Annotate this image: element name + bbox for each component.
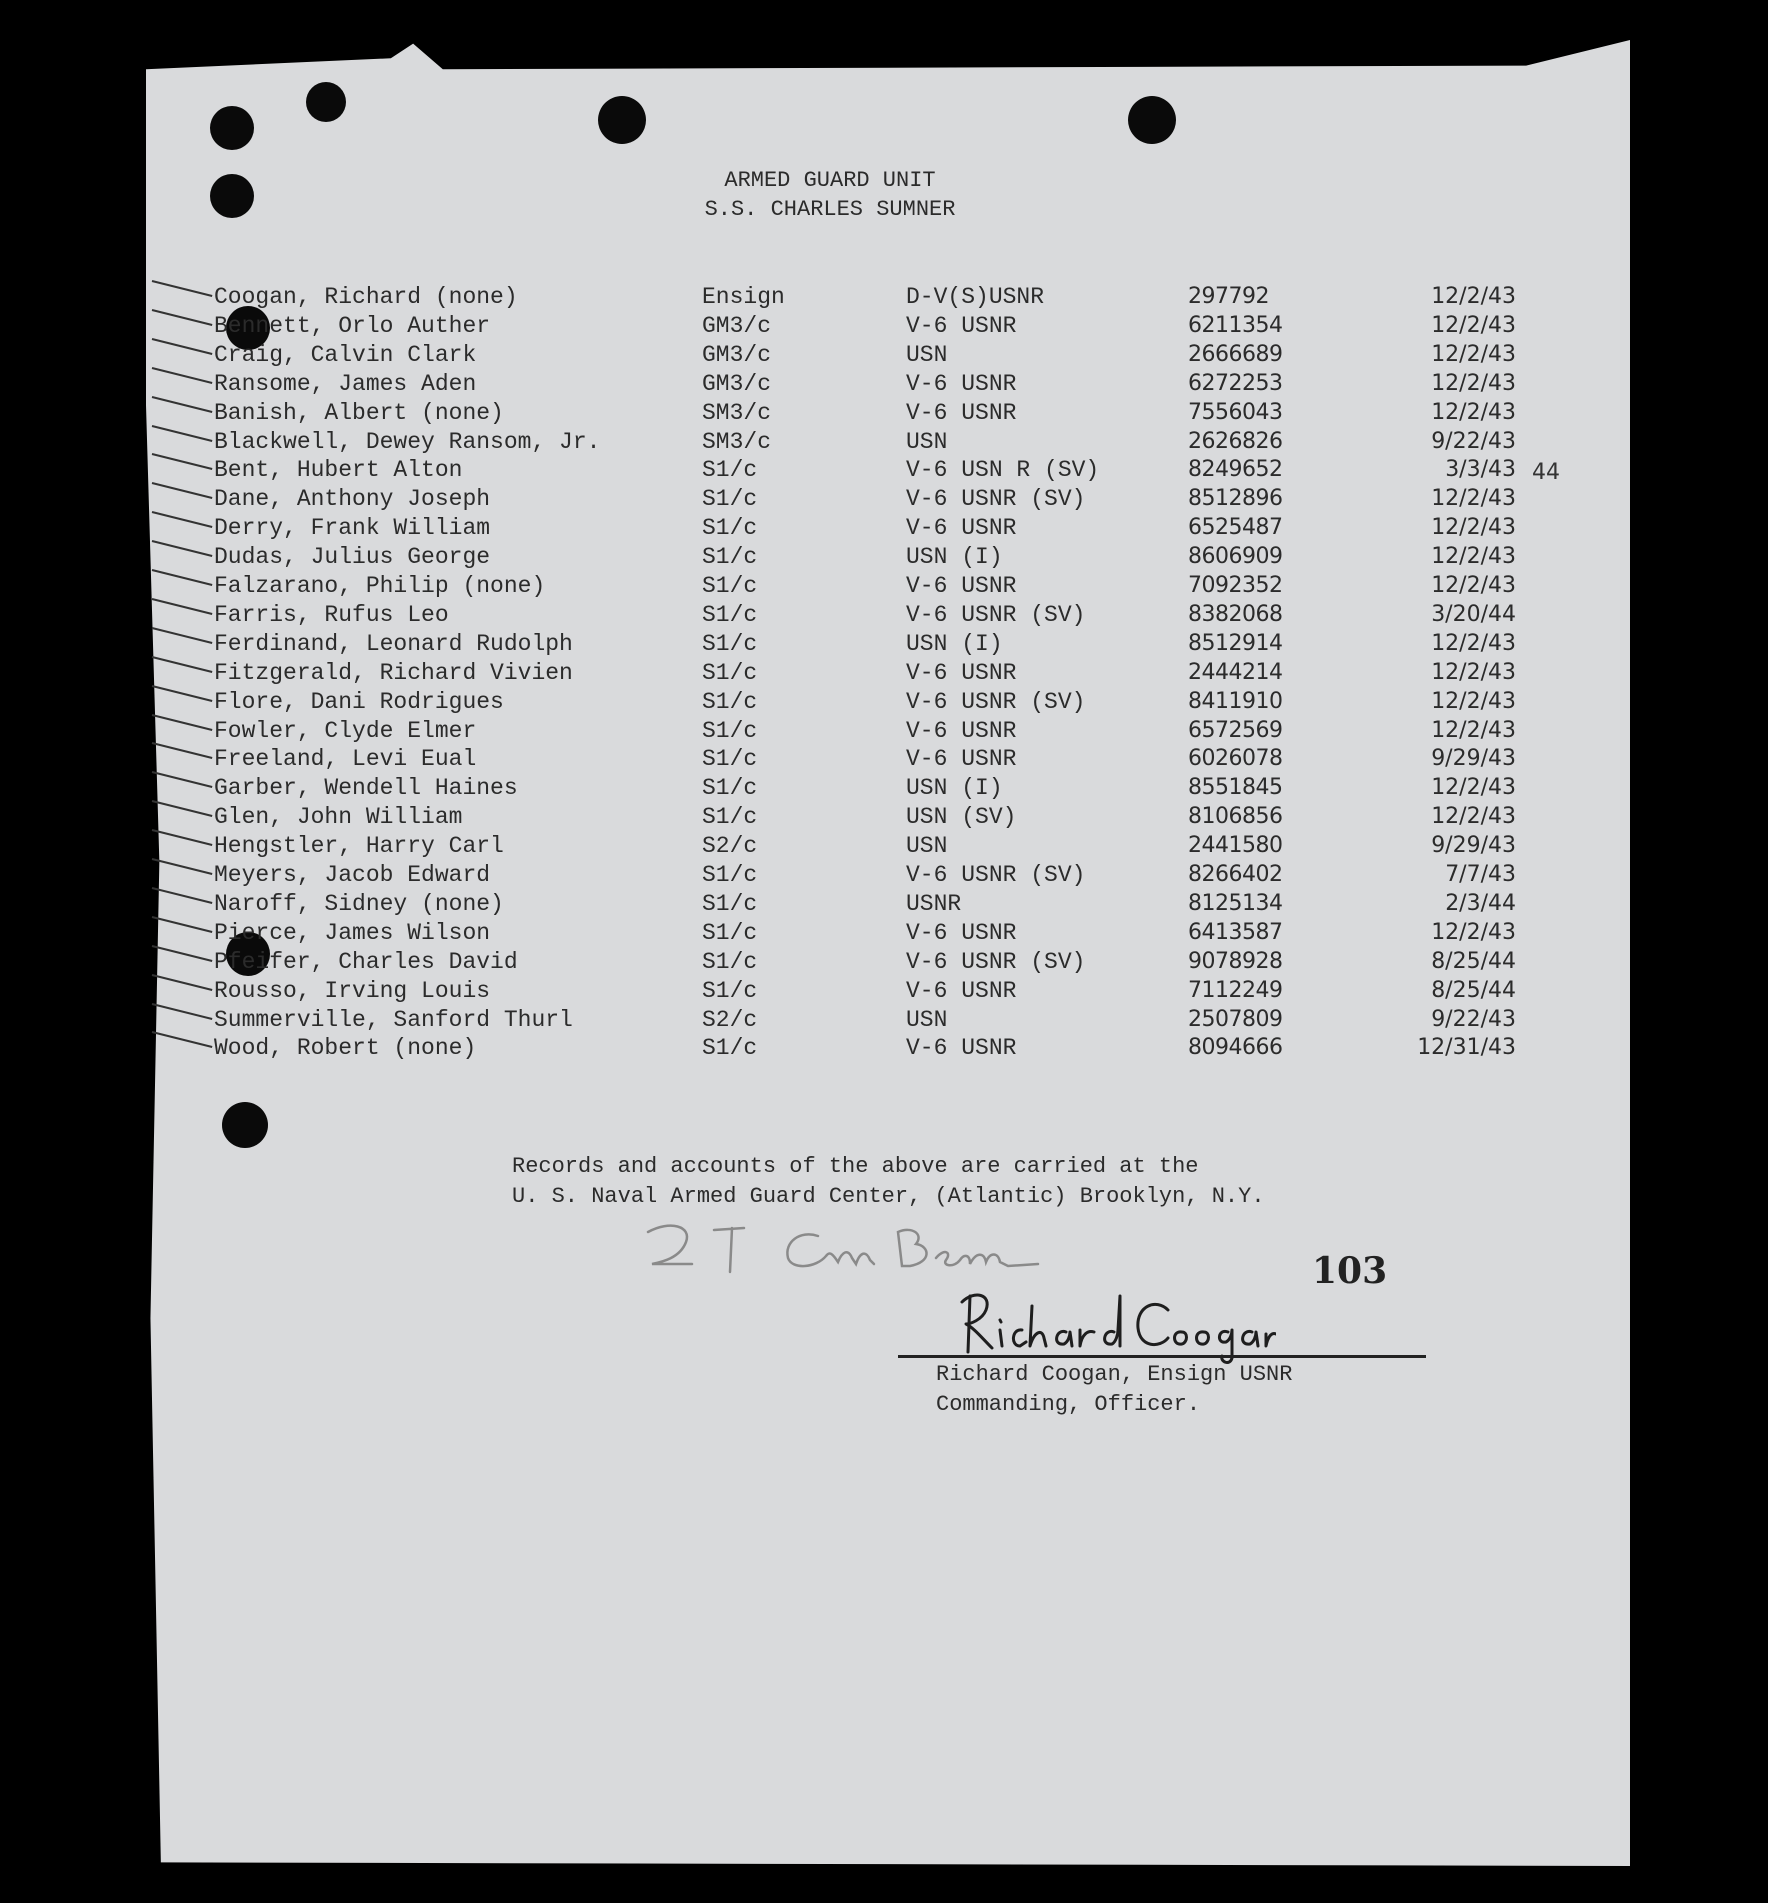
report-date: 12/2/43: [1431, 659, 1516, 685]
report-date: 12/2/43: [1431, 919, 1516, 945]
crew-rate: Ensign: [702, 284, 785, 310]
report-date: 12/2/43: [1431, 544, 1516, 570]
crew-name: Farris, Rufus Leo: [214, 601, 449, 628]
crew-rate: S1/c: [702, 659, 758, 686]
crew-classification: USN (I): [906, 775, 1003, 802]
crew-classification: V-6 USNR: [906, 312, 1017, 339]
crew-classification: USN (I): [906, 630, 1003, 657]
report-date: 9/29/43: [1431, 746, 1516, 772]
crew-classification: V-6 USNR: [906, 399, 1017, 426]
crew-rate: S1/c: [702, 862, 758, 888]
crew-name: Fitzgerald, Richard Vivien: [214, 659, 573, 686]
report-date: 12/31/43: [1417, 1035, 1516, 1061]
crew-rate: S1/c: [702, 746, 758, 773]
service-number: 9078928: [1188, 948, 1283, 974]
crew-name: Bent, Hubert Alton: [214, 457, 463, 484]
records-note: [512, 1152, 1265, 1212]
punch-hole: [210, 106, 254, 150]
report-date: 12/2/43: [1431, 573, 1516, 598]
service-number: 2507809: [1188, 1006, 1283, 1032]
crew-rate: S1/c: [702, 486, 758, 513]
punch-hole: [598, 96, 646, 144]
crew-rate: S1/c: [702, 775, 758, 802]
crew-name: Craig, Calvin Clark: [214, 341, 477, 368]
service-number: 8512914: [1188, 630, 1283, 656]
service-number: 6525487: [1188, 515, 1283, 541]
crew-name: Flore, Dani Rodrigues: [214, 688, 504, 715]
crew-name: Ransome, James Aden: [214, 370, 477, 397]
service-number: 8106856: [1188, 804, 1283, 830]
crew-name: Meyers, Jacob Edward: [214, 862, 491, 888]
crew-rate: S1/c: [702, 890, 758, 917]
crew-name: Freeland, Levi Eual: [214, 746, 477, 773]
report-date: 12/2/43: [1431, 804, 1516, 830]
margin-note: 44: [1532, 460, 1560, 485]
report-date: 8/25/44: [1431, 948, 1516, 974]
crew-rate: S1/c: [702, 630, 758, 657]
crew-rate: S1/c: [702, 804, 758, 831]
crew-rate: S1/c: [702, 1035, 758, 1062]
crew-classification: USN (I): [906, 544, 1003, 571]
crew-rate: S1/c: [702, 977, 758, 1004]
report-date: 12/2/43: [1431, 370, 1516, 396]
crew-classification: D-V(S)USNR: [906, 284, 1045, 310]
report-date: 12/2/43: [1431, 688, 1516, 714]
service-number: 8382068: [1188, 601, 1283, 627]
report-date: 12/2/43: [1431, 630, 1516, 656]
crew-classification: V-6 USNR: [906, 919, 1017, 946]
report-date: 8/25/44: [1431, 977, 1516, 1003]
crew-rate: GM3/c: [702, 341, 772, 368]
crew-rate: S1/c: [702, 544, 758, 571]
service-number: 6413587: [1188, 919, 1283, 945]
crew-rate: SM3/c: [702, 428, 772, 455]
page-number: 103: [1312, 1250, 1388, 1292]
signature-line: [898, 1355, 1426, 1358]
report-date: 12/2/43: [1431, 775, 1516, 801]
report-date: 12/2/43: [1431, 341, 1516, 367]
typed-name: Richard Coogan, Ensign USNR: [936, 1362, 1293, 1387]
crew-name: Ferdinand, Leonard Rudolph: [214, 630, 573, 657]
service-number: 2444214: [1188, 659, 1283, 685]
report-date: 9/22/43: [1431, 428, 1516, 454]
crew-classification: USN: [906, 341, 948, 368]
service-number: 8125134: [1188, 890, 1283, 916]
service-number: 2666689: [1188, 341, 1283, 367]
report-date: 9/29/43: [1431, 833, 1516, 859]
crew-name: Rousso, Irving Louis: [214, 977, 491, 1004]
crew-rate: S1/c: [702, 717, 758, 744]
punch-hole: [222, 1102, 268, 1148]
crew-rate: S1/c: [702, 919, 758, 946]
officer-title: Commanding, Officer.: [936, 1392, 1201, 1417]
records-note-line: U. S. Naval Armed Guard Center, (Atlantic) Brooklyn, N.Y.: [512, 1184, 1265, 1209]
crew-name: Derry, Frank William: [214, 515, 491, 542]
service-number: 2441580: [1188, 833, 1283, 859]
service-number: 8512896: [1188, 486, 1283, 512]
report-date: 12/2/43: [1431, 717, 1516, 743]
crew-classification: V-6 USNR (SV): [906, 601, 1086, 628]
records-note-line: Records and accounts of the above are carried at the: [512, 1154, 1199, 1179]
service-number: 8551845: [1188, 775, 1283, 801]
service-number: 6272253: [1188, 370, 1283, 396]
crew-rate: GM3/c: [702, 370, 772, 397]
crew-name: Coogan, Richard (none): [214, 284, 518, 310]
crew-name: Dane, Anthony Joseph: [214, 486, 491, 513]
crew-name: Pierce, James Wilson: [214, 919, 491, 946]
service-number: 6211354: [1188, 312, 1283, 338]
report-date: 9/22/43: [1431, 1006, 1516, 1032]
crew-rate: S1/c: [702, 457, 758, 484]
service-number: 6572569: [1188, 717, 1283, 743]
punch-hole: [1128, 96, 1176, 144]
crew-name: Blackwell, Dewey Ransom, Jr.: [214, 428, 601, 455]
crew-classification: V-6 USNR: [906, 659, 1017, 686]
service-number: 8266402: [1188, 862, 1283, 887]
ship-name: S.S. CHARLES SUMNER: [704, 197, 956, 222]
crew-name: Falzarano, Philip (none): [214, 573, 546, 599]
service-number: 297792: [1188, 284, 1269, 309]
crew-rate: SM3/c: [702, 399, 772, 426]
report-date: 2/3/44: [1445, 890, 1516, 916]
crew-rate: S1/c: [702, 688, 758, 715]
crew-name: Summerville, Sanford Thurl: [214, 1006, 573, 1033]
service-number: 8411910: [1188, 688, 1283, 714]
crew-name: Naroff, Sidney (none): [214, 890, 504, 917]
crew-name: Pfeifer, Charles David: [214, 948, 518, 975]
crew-rate: S2/c: [702, 1006, 758, 1033]
crew-classification: USN (SV): [906, 804, 1017, 831]
crew-name: Wood, Robert (none): [214, 1035, 477, 1062]
crew-name: Glen, John William: [214, 804, 463, 831]
report-date: 3/3/43: [1445, 457, 1516, 483]
crew-classification: USN: [906, 833, 948, 860]
report-date: 12/2/43: [1431, 399, 1516, 425]
service-number: 7112249: [1188, 977, 1283, 1003]
crew-classification: V-6 USN R (SV): [906, 457, 1100, 484]
report-date: 12/2/43: [1431, 486, 1516, 512]
handwritten-signature: [956, 1286, 1276, 1366]
crew-classification: V-6 USNR (SV): [906, 688, 1086, 715]
crew-name: Dudas, Julius George: [214, 544, 491, 571]
crew-classification: V-6 USNR: [906, 977, 1017, 1004]
service-number: 2626826: [1188, 428, 1283, 454]
service-number: 8094666: [1188, 1035, 1283, 1061]
punch-hole: [210, 174, 254, 218]
report-date: 12/2/43: [1431, 515, 1516, 541]
crew-classification: V-6 USNR: [906, 717, 1017, 744]
crew-rate: S1/c: [702, 515, 758, 542]
document-header: [590, 166, 1070, 224]
crew-name: Bennett, Orlo Auther: [214, 312, 491, 339]
service-number: 6026078: [1188, 746, 1283, 772]
crew-classification: USNR: [906, 890, 962, 917]
crew-rate: S1/c: [702, 601, 758, 628]
crew-rate: S1/c: [702, 573, 758, 599]
crew-rate: S1/c: [702, 948, 758, 975]
report-date: 3/20/44: [1431, 601, 1516, 627]
crew-classification: V-6 USNR: [906, 573, 1017, 599]
service-number: 8249652: [1188, 457, 1283, 483]
handwritten-scribble: [640, 1212, 1110, 1292]
crew-classification: V-6 USNR: [906, 515, 1017, 542]
report-date: 7/7/43: [1445, 862, 1516, 887]
crew-classification: USN: [906, 428, 948, 455]
crew-name: Banish, Albert (none): [214, 399, 504, 426]
service-number: 7092352: [1188, 573, 1283, 598]
crew-classification: V-6 USNR (SV): [906, 486, 1086, 513]
punch-hole: [306, 82, 346, 122]
service-number: 7556043: [1188, 399, 1283, 425]
signature-block: [936, 1360, 1292, 1420]
crew-classification: V-6 USNR (SV): [906, 862, 1086, 888]
crew-classification: V-6 USNR: [906, 370, 1017, 397]
crew-classification: V-6 USNR (SV): [906, 948, 1086, 975]
crew-rate: S2/c: [702, 833, 758, 860]
crew-rate: GM3/c: [702, 312, 772, 339]
report-date: 12/2/43: [1431, 312, 1516, 338]
report-date: 12/2/43: [1431, 284, 1516, 309]
unit-title: ARMED GUARD UNIT: [724, 168, 936, 193]
crew-name: Fowler, Clyde Elmer: [214, 717, 477, 744]
crew-name: Hengstler, Harry Carl: [214, 833, 504, 860]
crew-classification: V-6 USNR: [906, 746, 1017, 773]
crew-classification: USN: [906, 1006, 948, 1033]
crew-name: Garber, Wendell Haines: [214, 775, 518, 802]
service-number: 8606909: [1188, 544, 1283, 570]
crew-classification: V-6 USNR: [906, 1035, 1017, 1062]
